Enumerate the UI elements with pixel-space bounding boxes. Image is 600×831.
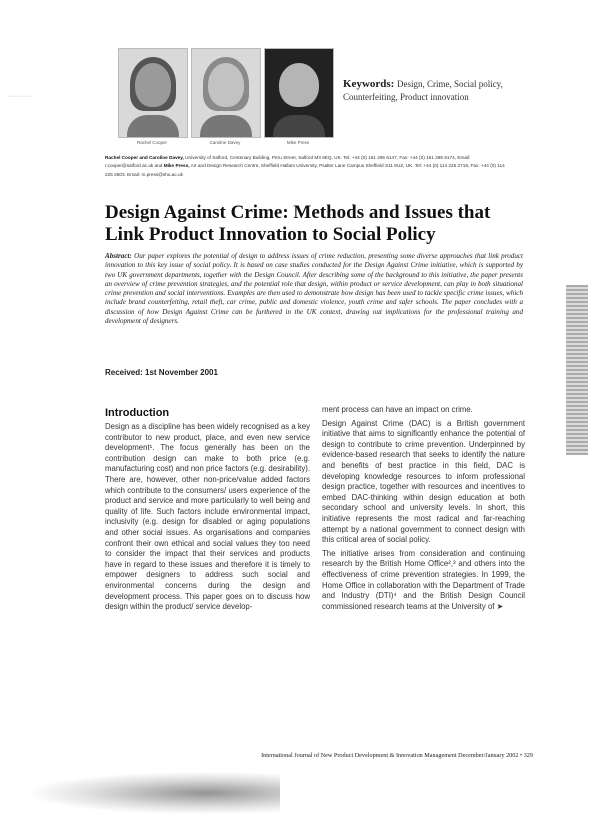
author-affiliation-2: Art and Design Research Centre, Sheffield Hallam University, Psalter Lane Campus Sheffield S11 8UZ, UK. Tel: +44 (0) 114 225 2719, Fax: +44 (0) 114 225 2603. Email: m.press@shu.ac.uk: [105, 163, 505, 177]
author-photo-press: [264, 48, 334, 138]
photo-caption: Mike Press: [286, 140, 310, 145]
abstract-text: Our paper explores the potential of design to address issues of crime reduction, presenting some diverse approaches that link product innovation to this key issue of social policy. It is based on case studies conducted for the Design Against Crime initiative, which is supported by two UK government departments, together with the Design Council. After describing some of the background to this initiative, the paper presents an overview of crime prevention strategies, and the potential role that design, within product or service development, can play in both situational crime prevention and social interventions. Examples are then used to demonstrate how design has been used to tackle specific crime issues, which include brand counterfeiting, retail theft, car crime, public and domestic violence, youth crime and safer schools. The paper concludes with a discussion of how Design Against Crime can be furthered in the UK context, drawing out implications for the professional training and development of designers.: [105, 252, 523, 326]
author-photo-cooper: [118, 48, 188, 138]
abstract-label: Abstract:: [105, 252, 132, 260]
body-column-right: [322, 405, 525, 615]
body-column-left: [105, 405, 310, 616]
author-names-1: Rachel Cooper and Caroline Davey,: [105, 155, 184, 160]
paragraph: Design Against Crime (DAC) is a British government initiative that aims to significantly enhance the potential of design to contribute to crime prevention. Underpinned by evidence-based research that seeks to identify the nature and benefits of best practice in this field, DAC is developing knowledge resources to inform professional design practice, together with resources and incentives to embed DAC-thinking within design education at both secondary school and university levels. In short, this initiative represents the most radical and far-reaching attempt by a national government to connect design with this critical area of social policy.: [322, 418, 525, 545]
keywords-line1: Design, Crime, Social policy,: [396, 79, 503, 89]
author-affiliation-1: University of Salford, Centenary Building, Peru Street, Salford M3 6EQ, UK. Tel: +44 (0) 161 295 6147, Fax: +44 (0) 161 295 6174, Email: r.cooper@salford.ac.uk and: [105, 155, 471, 169]
keywords-block: [343, 78, 543, 104]
abstract: [105, 252, 523, 326]
section-heading: Introduction: [105, 407, 170, 419]
keywords-line2: Counterfeiting, Product innovation: [343, 92, 469, 102]
author-names-2: Mike Press,: [163, 163, 190, 169]
scan-smudge: [30, 772, 280, 814]
paragraph: ment process can have an impact on crime.: [322, 405, 473, 414]
received-date: Received: 1st November 2001: [105, 368, 218, 377]
scan-mark: ········: [8, 94, 32, 100]
paragraph: The initiative arises from consideration and continuing research by the British Home Office²,³ and others into the effectiveness of crime prevention strategies. In 1999, the Home Office in collaboration with the Department of Trade and Industry (DTI)⁴ and the British Design Council commissioned research teams at the University of ➤: [322, 548, 525, 611]
keywords-label: Keywords:: [343, 78, 395, 90]
paragraph: Design as a discipline has been widely recognised as a key contributor to new product, place, and even new service development¹. The focus generally has been on the contribution design can make to both price (e.g. manufacturing cost) and non price factors (e.g. desirability). There are, however, other non-price/value added factors which contribute to the consumers/ users experience of the product and service and more particularly to well being and quality of life. Such factors include environmental impact, inclusivity (e.g. design for disabled or aging populations and other social issues. As organisations and companies confront their own ethical and social values they too need to consider the impact that their services and products have in regard to these issues and therefore it is timely to empower designers to address such social and environmental concerns during the design and development process. This paper goes on to discuss how design within the product/ service develop-: [105, 422, 311, 612]
author-affiliations: [105, 154, 510, 179]
journal-footer: International Journal of New Product Development & Innovation Management December/January 2002 • 329: [261, 752, 533, 759]
photo-caption: Rachel Cooper: [136, 140, 168, 145]
photo-caption: Caroline Davey: [209, 140, 241, 145]
paper-title: Design Against Crime: Methods and Issues that Link Product Innovation to Social Policy: [105, 202, 491, 245]
author-photo-davey: [191, 48, 261, 138]
scan-edge-strip: [566, 285, 588, 455]
